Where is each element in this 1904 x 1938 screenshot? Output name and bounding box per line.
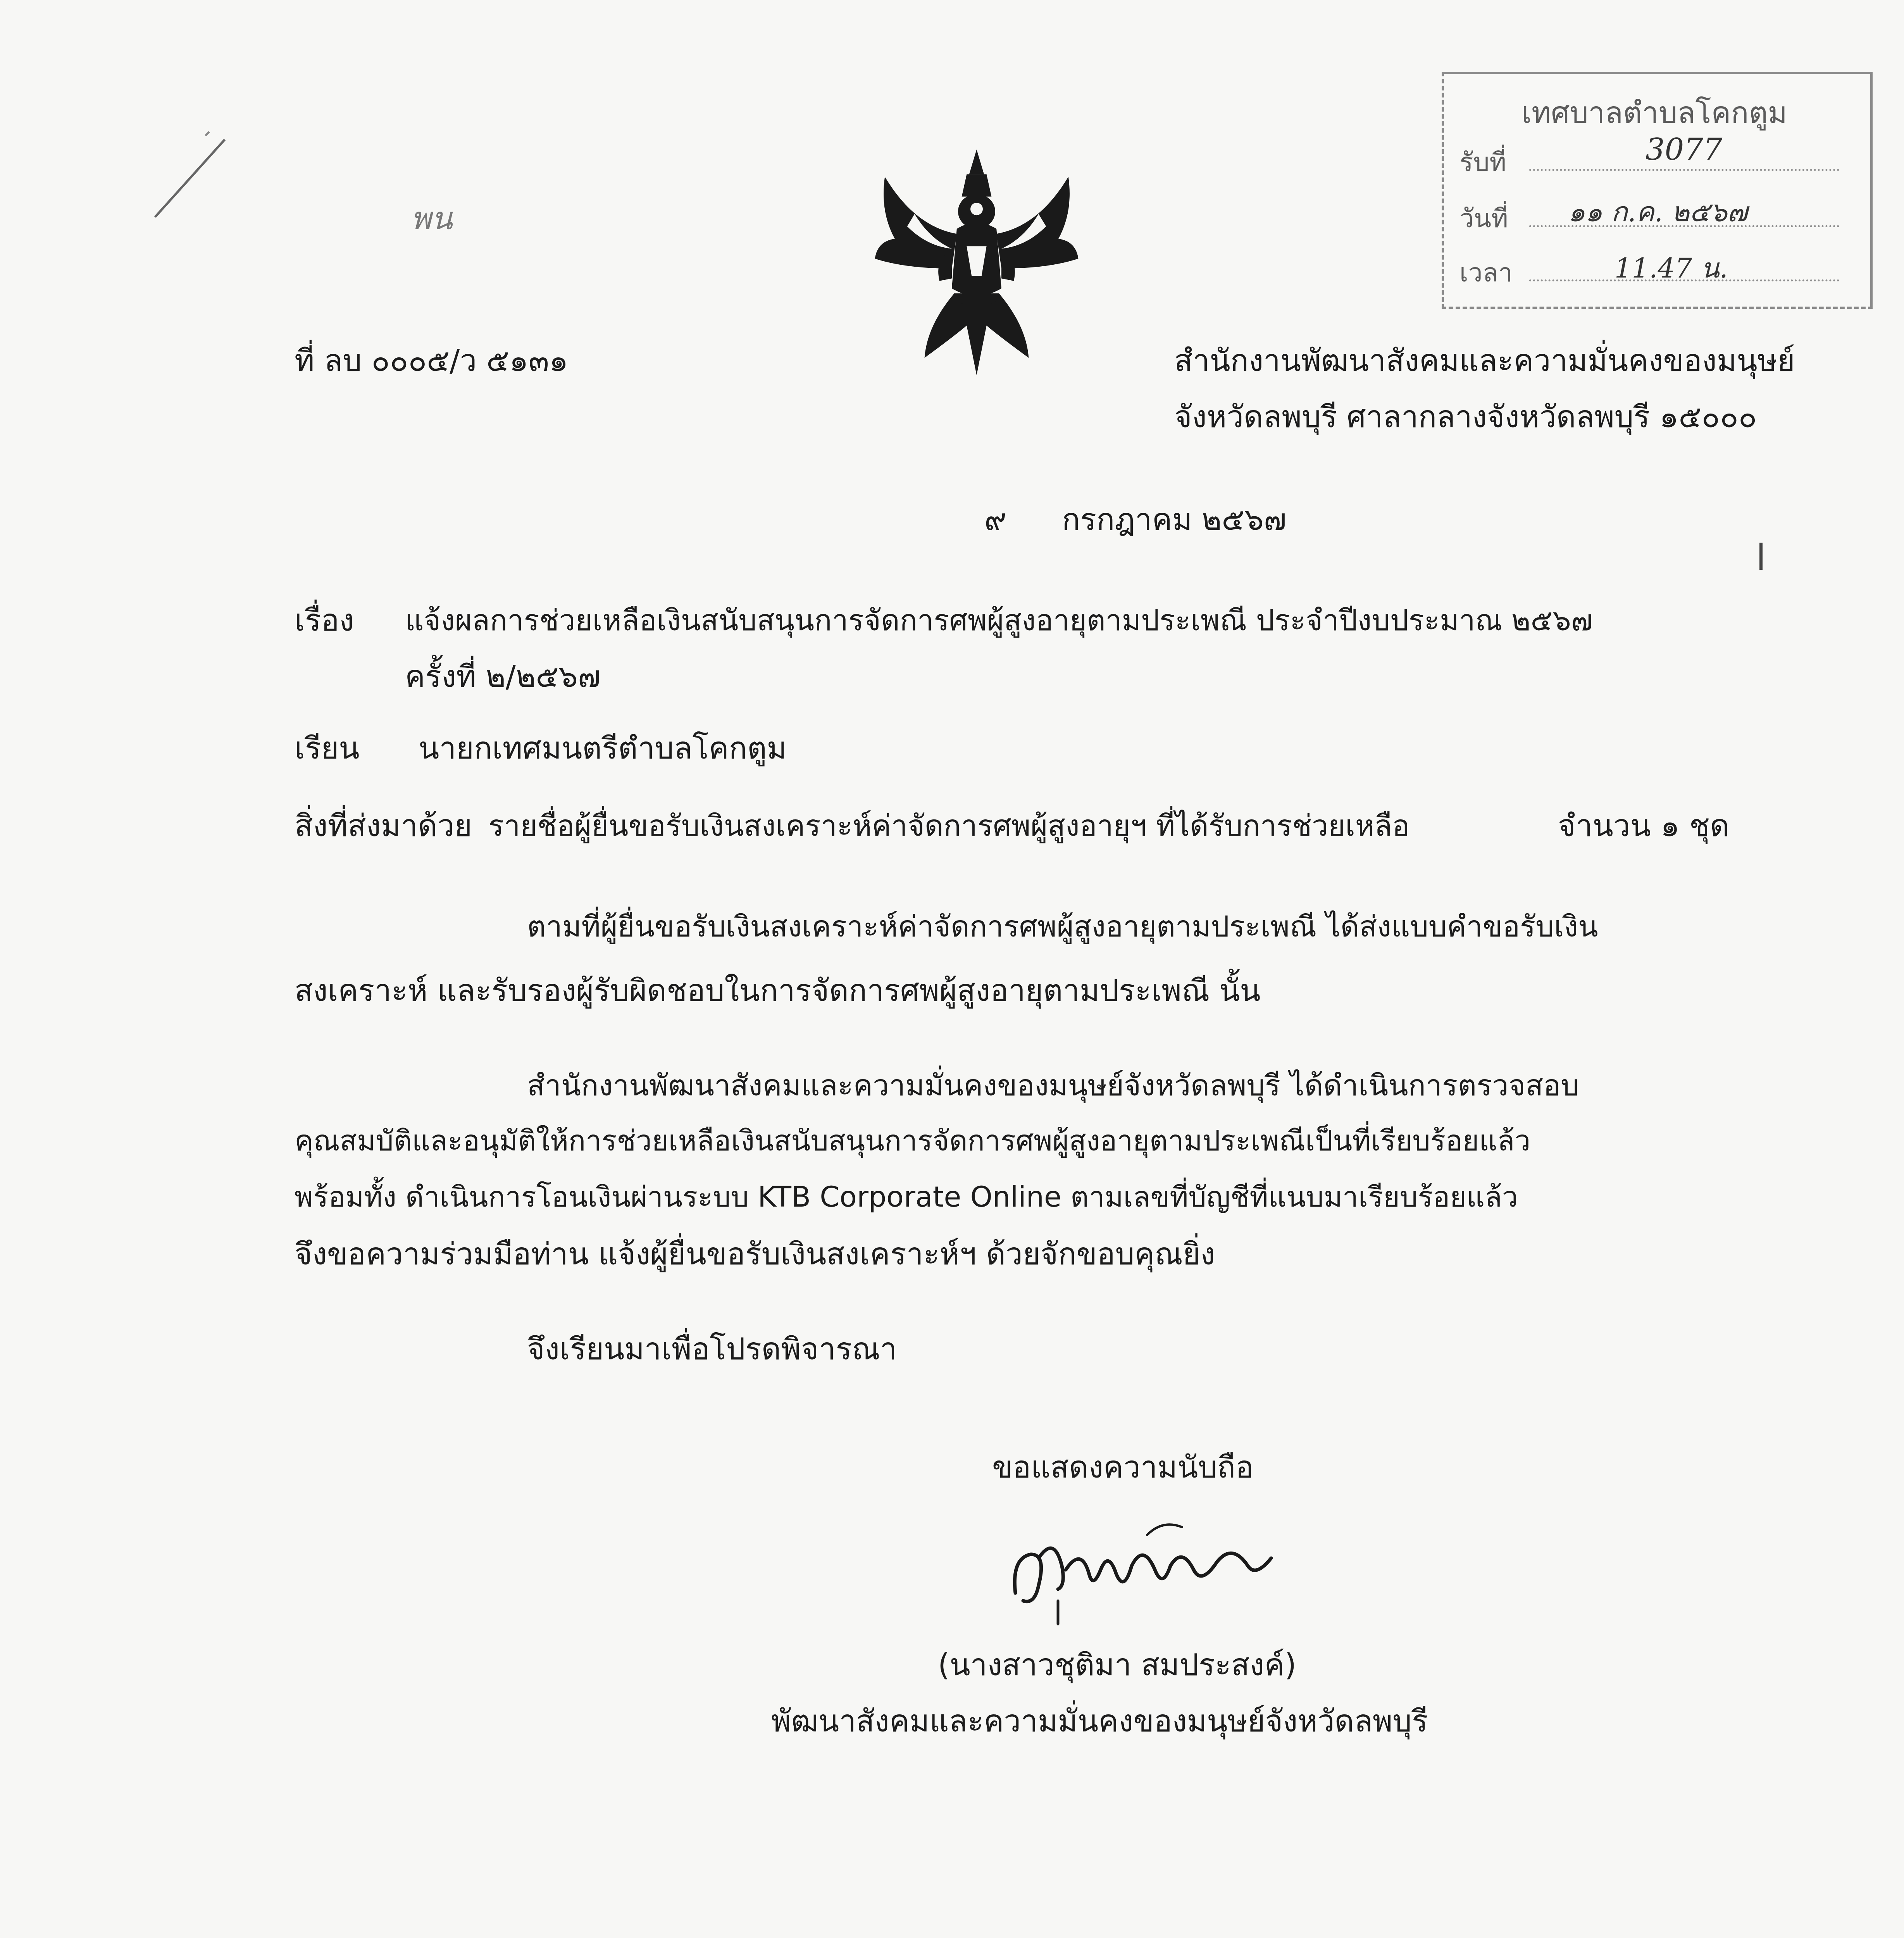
margin-tick-mark [1759,543,1763,570]
stamp-date-label: วันที่ [1459,203,1508,233]
paragraph-2-line-2: คุณสมบัติและอนุมัติให้การช่วยเหลือเงินสนับสนุนการจัดการศพผู้สูงอายุตามประเพณีเป็นที่เรียบร้อยแล้ว [295,1124,1531,1157]
to-label: เรียน [295,731,360,766]
closing-request: จึงเรียนมาเพื่อโปรดพิจารณา [527,1332,897,1367]
stamp-receive-value: 3077 [1646,132,1723,167]
enclosure-text: รายชื่อผู้ยื่นขอรับเงินสงเคราะห์ค่าจัดการศพผู้สูงอายุฯ ที่ได้รับการช่วยเหลือ [488,809,1410,843]
agency-line-2: จังหวัดลพบุรี ศาลากลางจังหวัดลพบุรี ๑๕๐๐๐ [1174,400,1757,434]
paragraph-1-line-2: สงเคราะห์ และรับรองผู้รับผิดชอบในการจัดการศพผู้สูงอายุตามประเพณี นั้น [295,973,1261,1008]
receipt-stamp [1442,72,1873,309]
regards: ขอแสดงความนับถือ [992,1450,1254,1485]
stamp-date-value: ๑๑ ก.ค. ๒๕๖๗ [1568,196,1748,228]
date-day: ๙ [984,502,1007,537]
stamp-org: เทศบาลตำบลโคกตูม [1521,95,1787,130]
paragraph-2-line-4: จึงขอความร่วมมือท่าน แจ้งผู้ยื่นขอรับเงินสงเคราะห์ฯ ด้วยจักขอบคุณยิ่ง [295,1237,1215,1272]
stamp-time-value: 11.47 น. [1615,252,1728,284]
stray-pen-mark [147,128,248,229]
paragraph-2-line-3: พร้อมทั้ง ดำเนินการโอนเงินผ่านระบบ KTB Corporate Online ตามเลขที่บัญชีที่แนบมาเรียบร้อยแล้ว [295,1181,1518,1214]
garuda-emblem [853,140,1101,388]
stamp-receive-label: รับที่ [1459,147,1506,177]
signer-name: (นางสาวชุติมา สมประสงค์) [938,1648,1297,1683]
handwritten-signature [1000,1512,1302,1628]
paragraph-1-line-1: ตามที่ผู้ยื่นขอรับเงินสงเคราะห์ค่าจัดการศพผู้สูงอายุตามประเพณี ได้ส่งแบบคำขอรับเงิน [527,909,1598,943]
stamp-time-label: เวลา [1459,258,1513,288]
paragraph-2-line-1: สำนักงานพัฒนาสังคมและความมั่นคงของมนุษย์จังหวัดลพบุรี ได้ดำเนินการตรวจสอบ [527,1068,1579,1102]
agency-line-1: สำนักงานพัฒนาสังคมและความมั่นคงของมนุษย์ [1174,343,1795,378]
stamp-dotted-line [1529,169,1839,171]
margin-note: พน [411,200,453,236]
document-reference: ที่ ลบ ๐๐๐๕/ว ๕๑๓๑ [295,343,569,378]
addressee: นายกเทศมนตรีตำบลโคกตูม [419,731,787,766]
signer-title: พัฒนาสังคมและความมั่นคงของมนุษย์จังหวัดลพบุรี [771,1704,1428,1739]
subject-line-2: ครั้งที่ ๒/๒๕๖๗ [405,659,601,694]
enclosure-label: สิ่งที่ส่งมาด้วย [295,809,472,843]
subject-label: เรื่อง [295,603,354,638]
enclosure-quantity: จำนวน ๑ ชุด [1558,809,1730,843]
document-date: กรกฎาคม ๒๕๖๗ [1062,502,1287,537]
subject-line-1: แจ้งผลการช่วยเหลือเงินสนับสนุนการจัดการศพผู้สูงอายุตามประเพณี ประจำปีงบประมาณ ๒๕๖๗ [405,603,1593,637]
